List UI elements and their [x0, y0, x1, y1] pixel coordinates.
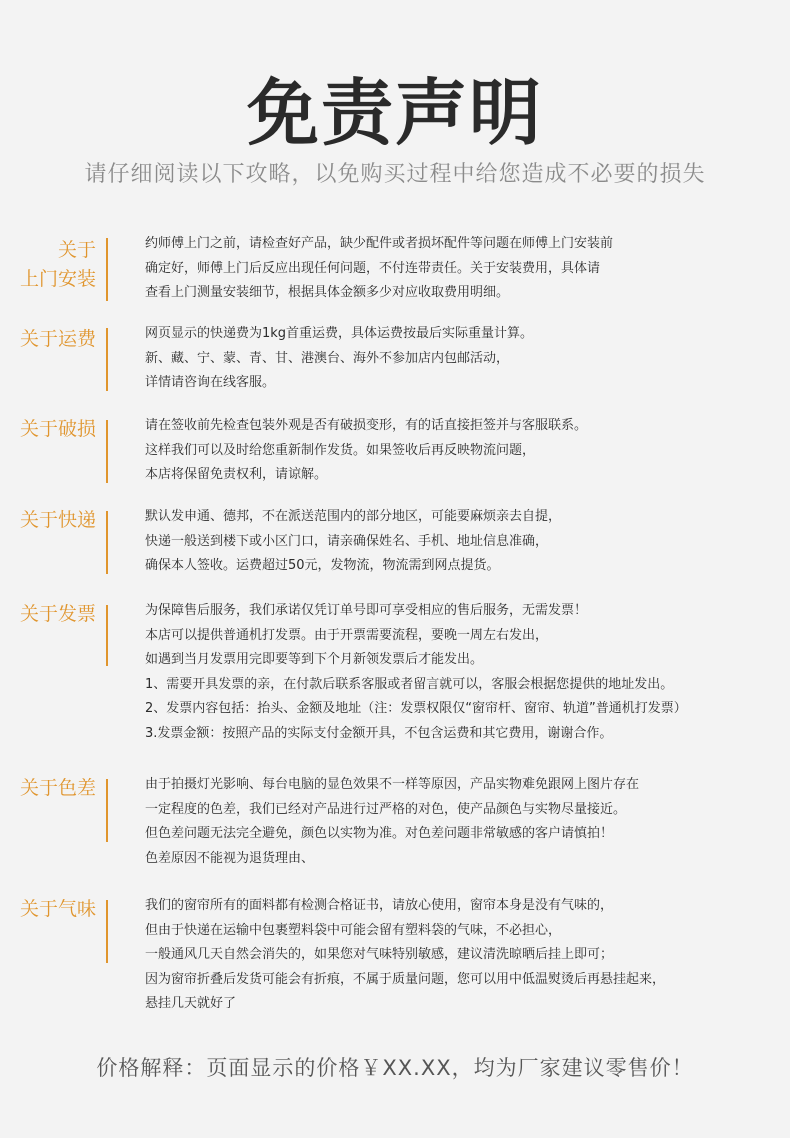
content-line: 约师傅上门之前，请检查好产品，缺少配件或者损坏配件等问题在师傅上门安装前 — [145, 236, 614, 251]
section-content — [145, 414, 785, 488]
price-explanation: 价格解释：页面显示的价格￥XX.XX，均为厂家建议零售价！ — [96, 1056, 694, 1080]
content-line: 1、需要开具发票的亲，在付款后联系客服或者留言就可以，客服会根据您提供的地址发出。 — [145, 676, 674, 692]
section-label-line: 关于破损 — [19, 418, 96, 440]
section-content — [145, 894, 785, 1017]
content-line: 因为窗帘折叠后发货可能会有折痕，不属于质量问题，您可以用中低温熨烫后再悬挂起来， — [145, 971, 666, 987]
content-line: 由于拍摄灯光影响、每台电脑的显色效果不一样等原因，产品实物难免跟网上图片存在 — [145, 777, 640, 792]
content-line: 一般通风几天自然会消失的，如果您对气味特别敏感，建议清洗晾晒后挂上即可； — [145, 947, 614, 963]
section-label-line: 上门安装 — [19, 268, 96, 290]
section-label-line: 关于发票 — [19, 603, 96, 625]
content-line: 本店可以提供普通机打发票。由于开票需要流程，要晚一周左右发出， — [145, 627, 549, 643]
page-title: 免责声明 — [246, 70, 543, 155]
section-divider — [106, 328, 108, 391]
section-label — [0, 895, 96, 924]
content-line: 2、发票内容包括：抬头、金额及地址（注：发票权限仅“窗帘杆、窗帘、轨道”普通机打发票） — [145, 701, 687, 717]
content-line: 快递一般送到楼下或小区门口，请亲确保姓名、手机、地址信息准确， — [145, 533, 549, 549]
content-line: 我们的窗帘所有的面料都有检测合格证书，请放心使用，窗帘本身是没有气味的， — [145, 898, 614, 913]
section-label-line: 关于运费 — [19, 328, 96, 350]
section-label — [0, 415, 96, 444]
section-divider — [106, 779, 108, 842]
section-divider — [106, 420, 108, 483]
section-content — [145, 599, 785, 747]
page-subtitle: 请仔细阅读以下攻略，以免购买过程中给您造成不必要的损失 — [84, 162, 706, 187]
section-label-line: 关于气味 — [19, 898, 96, 920]
content-line: 网页显示的快递费为1kg首重运费，具体运费按最后实际重量计算。 — [145, 326, 534, 341]
section-label — [0, 325, 96, 354]
content-line: 确保本人签收。运费超过50元，发物流，物流需到网点提货。 — [145, 558, 500, 574]
section-label — [0, 774, 96, 803]
content-line: 但由于快递在运输中包裹塑料袋中可能会留有塑料袋的气味，不必担心， — [145, 922, 562, 938]
content-line: 本店将保留免责权利，请谅解。 — [145, 467, 328, 483]
content-line: 但色差问题无法完全避免，颜色以实物为准。对色差问题非常敏感的客户请慎拍！ — [145, 826, 614, 842]
section-label-line: 关于快递 — [19, 509, 96, 531]
content-line: 默认发申通、德邦，不在派送范围内的部分地区，可能要麻烦亲去自提， — [145, 509, 562, 524]
section-divider — [106, 238, 108, 301]
section-label — [0, 236, 96, 294]
content-line: 请在签收前先检查包装外观是否有破损变形，有的话直接拒签并与客服联系。 — [145, 418, 588, 433]
content-line: 详情请咨询在线客服。 — [145, 375, 276, 391]
section-content — [145, 505, 785, 579]
section-content — [145, 232, 785, 306]
section-divider — [106, 605, 108, 666]
content-line: 查看上门测量安装细节，根据具体金额多少对应收取费用明细。 — [145, 285, 510, 301]
section-divider — [106, 511, 108, 574]
content-line: 确定好，师傅上门后反应出现任何问题，不付连带责任。关于安装费用，具体请 — [145, 260, 601, 276]
section-divider — [106, 900, 108, 963]
section-label — [0, 506, 96, 535]
section-content — [145, 773, 785, 871]
section-label-line: 关于 — [57, 239, 96, 261]
content-line: 这样我们可以及时给您重新制作发货。如果签收后再反映物流问题， — [145, 442, 536, 458]
content-line: 3.发票金额：按照产品的实际支付金额开具，不包含运费和其它费用，谢谢合作。 — [145, 725, 613, 741]
section-label — [0, 600, 96, 629]
content-line: 色差原因不能视为退货理由、 — [145, 850, 315, 866]
content-line: 悬挂几天就好了 — [145, 996, 237, 1012]
section-label-line: 关于色差 — [19, 777, 96, 799]
section-content — [145, 322, 785, 396]
content-line: 新、藏、宁、蒙、青、甘、港澳台、海外不参加店内包邮活动， — [145, 350, 510, 366]
content-line: 如遇到当月发票用完即要等到下个月新领发票后才能发出。 — [145, 652, 484, 668]
content-line: 一定程度的色差，我们已经对产品进行过严格的对色，使产品颜色与实物尽量接近。 — [145, 801, 627, 817]
content-line: 为保障售后服务，我们承诺仅凭订单号即可享受相应的售后服务，无需发票！ — [145, 603, 588, 618]
